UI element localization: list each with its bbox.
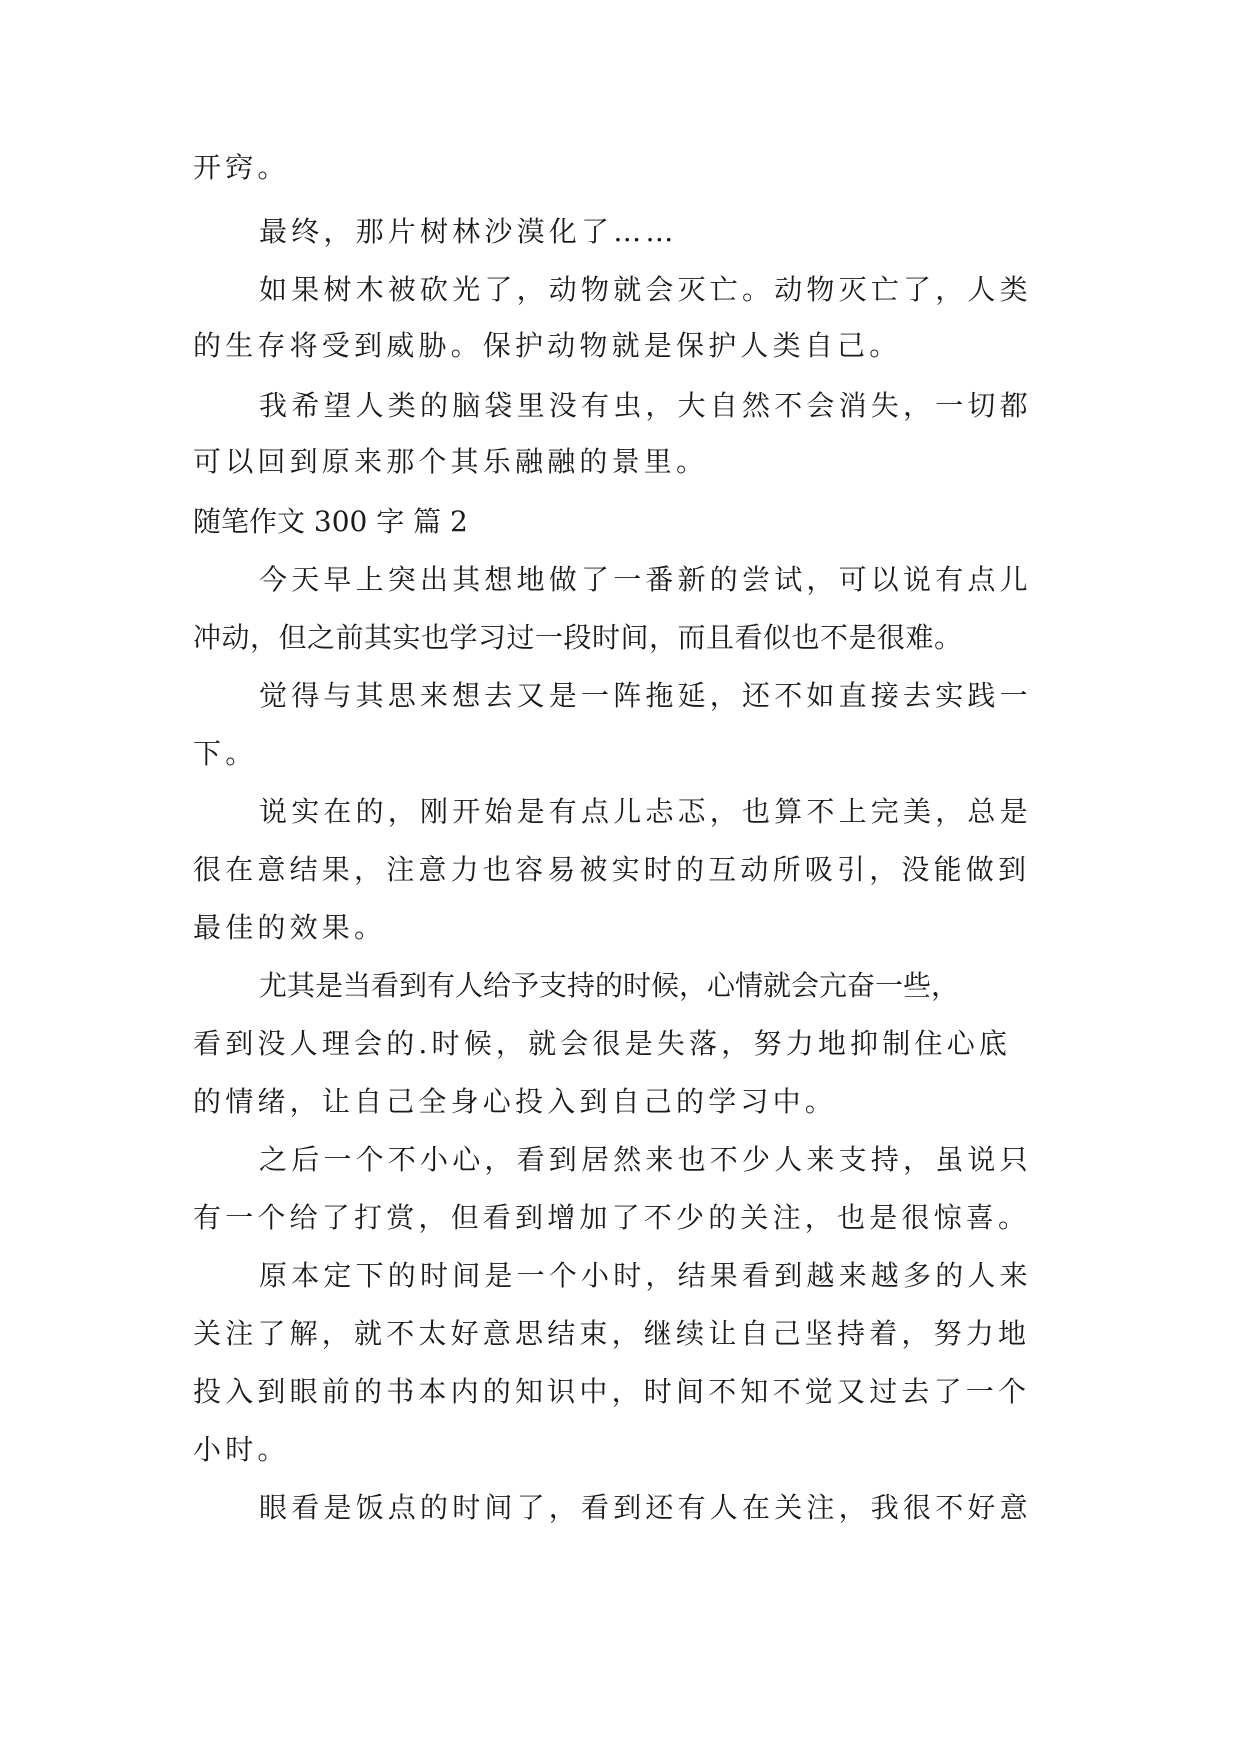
- paragraph-line: 说实在的，刚开始是有点儿忐忑，也算不上完美，总是: [259, 795, 1032, 828]
- paragraph-line: 最佳的效果。: [193, 911, 387, 944]
- paragraph-line: 尤其是当看到有人给予支持的时候，心情就会亢奋一些，: [259, 969, 960, 1002]
- paragraph-line: 下。: [193, 737, 258, 770]
- paragraph-line: 关注了解，就不太好意思结束，继续让自己坚持着，努力地: [193, 1317, 1031, 1350]
- paragraph-line: 看到没人理会的.时候，就会很是失落，努力地抑制住心底: [193, 1027, 1012, 1060]
- paragraph-line: 之后一个不小心，看到居然来也不少人来支持，虽说只: [259, 1143, 1032, 1176]
- paragraph-line: 今天早上突出其想地做了一番新的尝试，可以说有点儿: [259, 563, 1032, 596]
- paragraph-line: 很在意结果，注意力也容易被实时的互动所吸引，没能做到: [193, 853, 1031, 886]
- paragraph-line: 最终，那片树林沙漠化了……: [259, 215, 678, 248]
- paragraph-line: 冲动，但之前其实也学习过一段时间，而且看似也不是很难。: [193, 621, 963, 654]
- paragraph-line: 觉得与其思来想去又是一阵拖延，还不如直接去实践一: [259, 679, 1032, 712]
- paragraph-line: 投入到眼前的书本内的知识中，时间不知不觉又过去了一个: [193, 1375, 1031, 1408]
- paragraph-line: 的情绪，让自己全身心投入到自己的学习中。: [193, 1085, 838, 1118]
- paragraph-line: 原本定下的时间是一个小时，结果看到越来越多的人来: [259, 1259, 1032, 1292]
- paragraph-line: 眼看是饭点的时间了，看到还有人在关注，我很不好意: [259, 1491, 1032, 1524]
- paragraph-line: 可以回到原来那个其乐融融的景里。: [193, 445, 709, 478]
- paragraph-line: 的生存将受到威胁。保护动物就是保护人类自己。: [193, 329, 902, 362]
- paragraph-line: 如果树木被砍光了，动物就会灭亡。动物灭亡了，人类: [259, 273, 1032, 306]
- paragraph-line: 小时。: [193, 1433, 290, 1466]
- section-heading: 随笔作文 300 字 篇 2: [193, 505, 468, 538]
- paragraph-line: 有一个给了打赏，但看到增加了不少的关注，也是很惊喜。: [193, 1201, 1031, 1234]
- paragraph-line: 开窍。: [193, 151, 290, 184]
- paragraph-line: 我希望人类的脑袋里没有虫，大自然不会消失，一切都: [259, 389, 1032, 422]
